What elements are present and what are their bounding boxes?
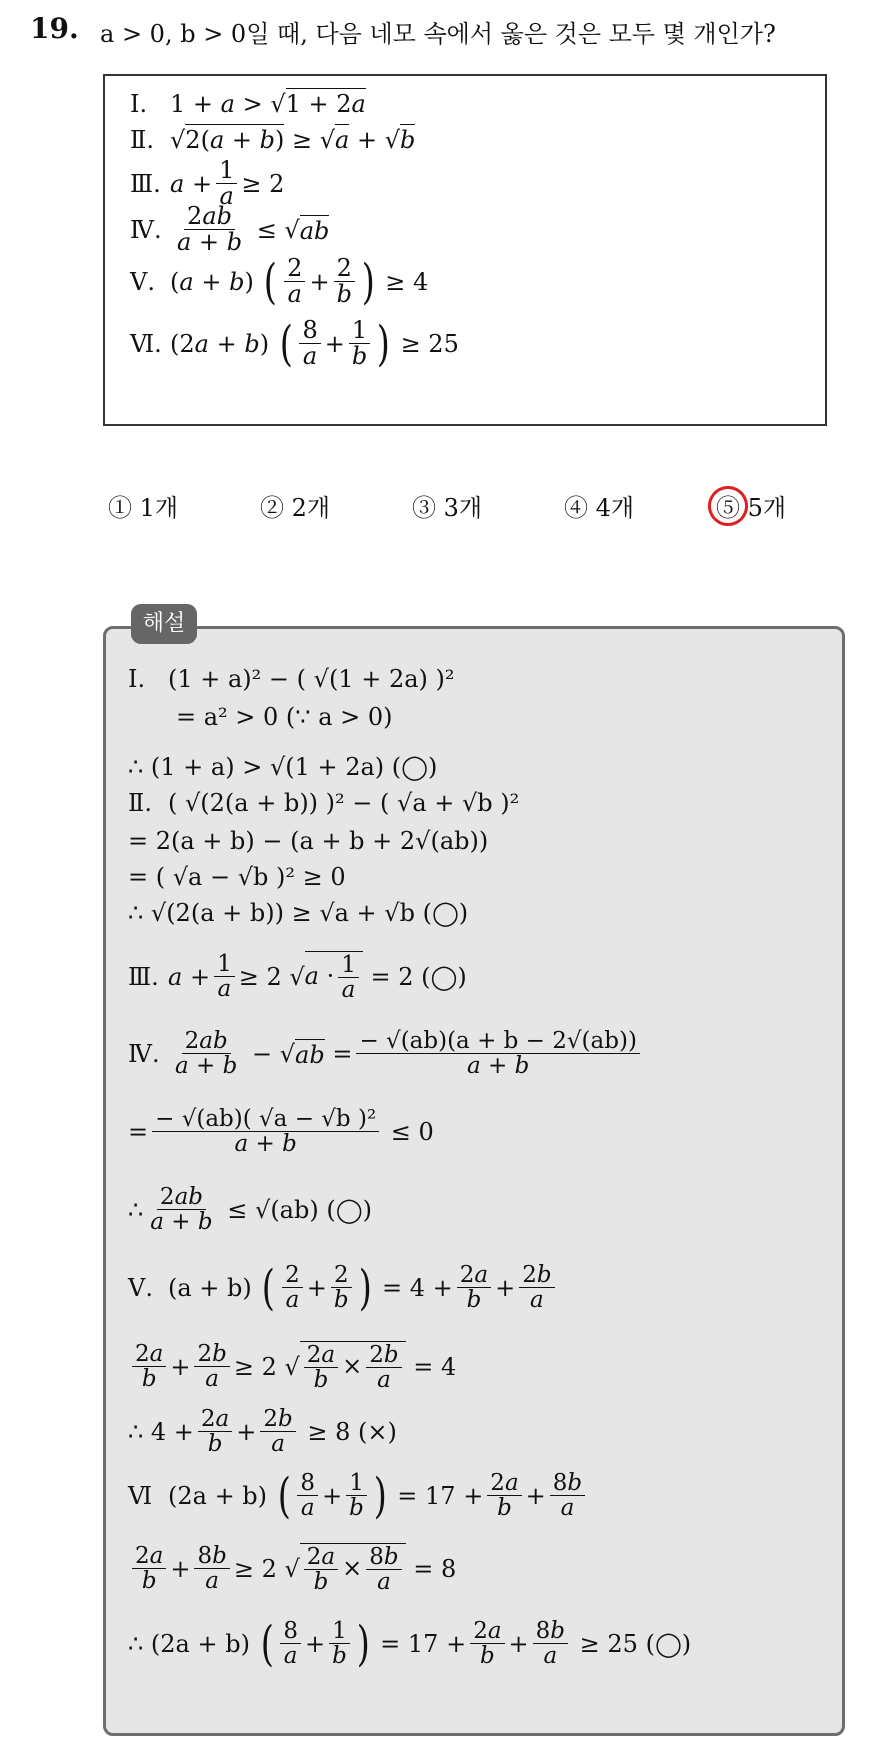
sol-line-1: Ⅰ. (1 + a)² − ( √(1 + 2a) )² xyxy=(128,665,455,693)
sol-line-15: Ⅵ (2a + b) ( $\frac{8}{a}$ + $\frac{1}{b}$ ) = 17 + $\frac{2a}{b}$ + $\frac{8b}{a}$ xyxy=(128,1471,589,1520)
sol-line-11: ∴ $\frac{2ab}{a + b}$ ≤ √(ab) (◯) xyxy=(128,1184,372,1236)
sol-line-8: Ⅲ. a + $\frac{1}{a}$ ≥ 2 √ a · $\frac{1}{a}$ = 2 (◯) xyxy=(128,951,467,1004)
statement-4: Ⅳ. $\frac{2ab}{a + b}$ ≤ √ ab xyxy=(130,202,330,257)
solution-box xyxy=(103,626,845,1736)
statement-2: Ⅱ. √2(a + b) ≥ √a + √b xyxy=(130,126,416,154)
sol-line-5: = 2(a + b) − (a + b + 2√(ab)) xyxy=(128,827,489,855)
sol-line-13: $\frac{2a}{b}$ + $\frac{2b}{a}$ ≥ 2 √ $\frac{2a}{b}$ × $\frac{2b}{a}$ = 4 xyxy=(128,1341,456,1392)
choice-1[interactable]: ① 1개 xyxy=(108,494,179,522)
choice-5[interactable]: ⑤ 5개 xyxy=(716,494,787,522)
sol-line-7: ∴ √(2(a + b)) ≥ √a + √b (◯) xyxy=(128,899,469,927)
statement-6: Ⅵ. (2 a + b ) ( $\frac{8}{a}$ + $\frac{1}{b}$ ) ≥ 25 xyxy=(130,315,459,372)
answer-choices xyxy=(108,488,808,528)
choice-2[interactable]: ② 2개 xyxy=(260,494,331,522)
choice-4[interactable]: ④ 4개 xyxy=(564,494,635,522)
question-number: 19. xyxy=(30,12,79,45)
choice-3[interactable]: ③ 3개 xyxy=(412,494,483,522)
sol-line-3: ∴ (1 + a) > √(1 + 2a) (◯) xyxy=(128,753,438,781)
statement-5: Ⅴ. ( a + b ) ( $\frac{2}{a}$ + $\frac{2}{b}$ ) ≥ 4 xyxy=(130,253,429,310)
sol-line-12: Ⅴ. (a + b) ( $\frac{2}{a}$ + $\frac{2}{b}$ ) = 4 + $\frac{2a}{b}$ + $\frac{2b}{a}$ xyxy=(128,1263,559,1312)
sol-line-9: Ⅳ. $\frac{2ab}{a + b}$ − √ ab = $\frac{- √(ab)(a + b - 2√(ab))}{a + b}$ xyxy=(128,1029,644,1078)
sol-line-16: $\frac{2a}{b}$ + $\frac{8b}{a}$ ≥ 2 √ $\frac{2a}{b}$ × $\frac{8b}{a}$ = 8 xyxy=(128,1543,456,1594)
statements-box xyxy=(103,74,827,426)
sol-line-6: = ( √a − √b )² ≥ 0 xyxy=(128,863,346,891)
sol-line-2: = a² > 0 (∵ a > 0) xyxy=(176,703,393,731)
statement-3: Ⅲ. a + $\frac{1}{a}$ ≥ 2 xyxy=(130,156,285,211)
question-text: a > 0, b > 0일 때, 다음 네모 속에서 옳은 것은 모두 몇 개인가? xyxy=(100,20,776,48)
sol-line-10: = $\frac{\text{− √(ab)( √a − √b )²}}{a + b}$ ≤ 0 xyxy=(128,1106,434,1158)
solution-tab: 해설 xyxy=(131,604,197,644)
sol-line-17: ∴ (2a + b) ( $\frac{8}{a}$ + $\frac{1}{b}$ ) = 17 + $\frac{2a}{b}$ + $\frac{8b}{a}$ ≥ 25 (◯) xyxy=(128,1615,692,1672)
statement-1: Ⅰ. 1 + a > √1 + 2a xyxy=(130,90,366,118)
sol-line-14: ∴ 4 + $\frac{2a}{b}$ + $\frac{2b}{a}$ ≥ 8 (×) xyxy=(128,1406,397,1458)
sol-line-4: Ⅱ. ( √(2(a + b)) )² − ( √a + √b )² xyxy=(128,789,520,817)
